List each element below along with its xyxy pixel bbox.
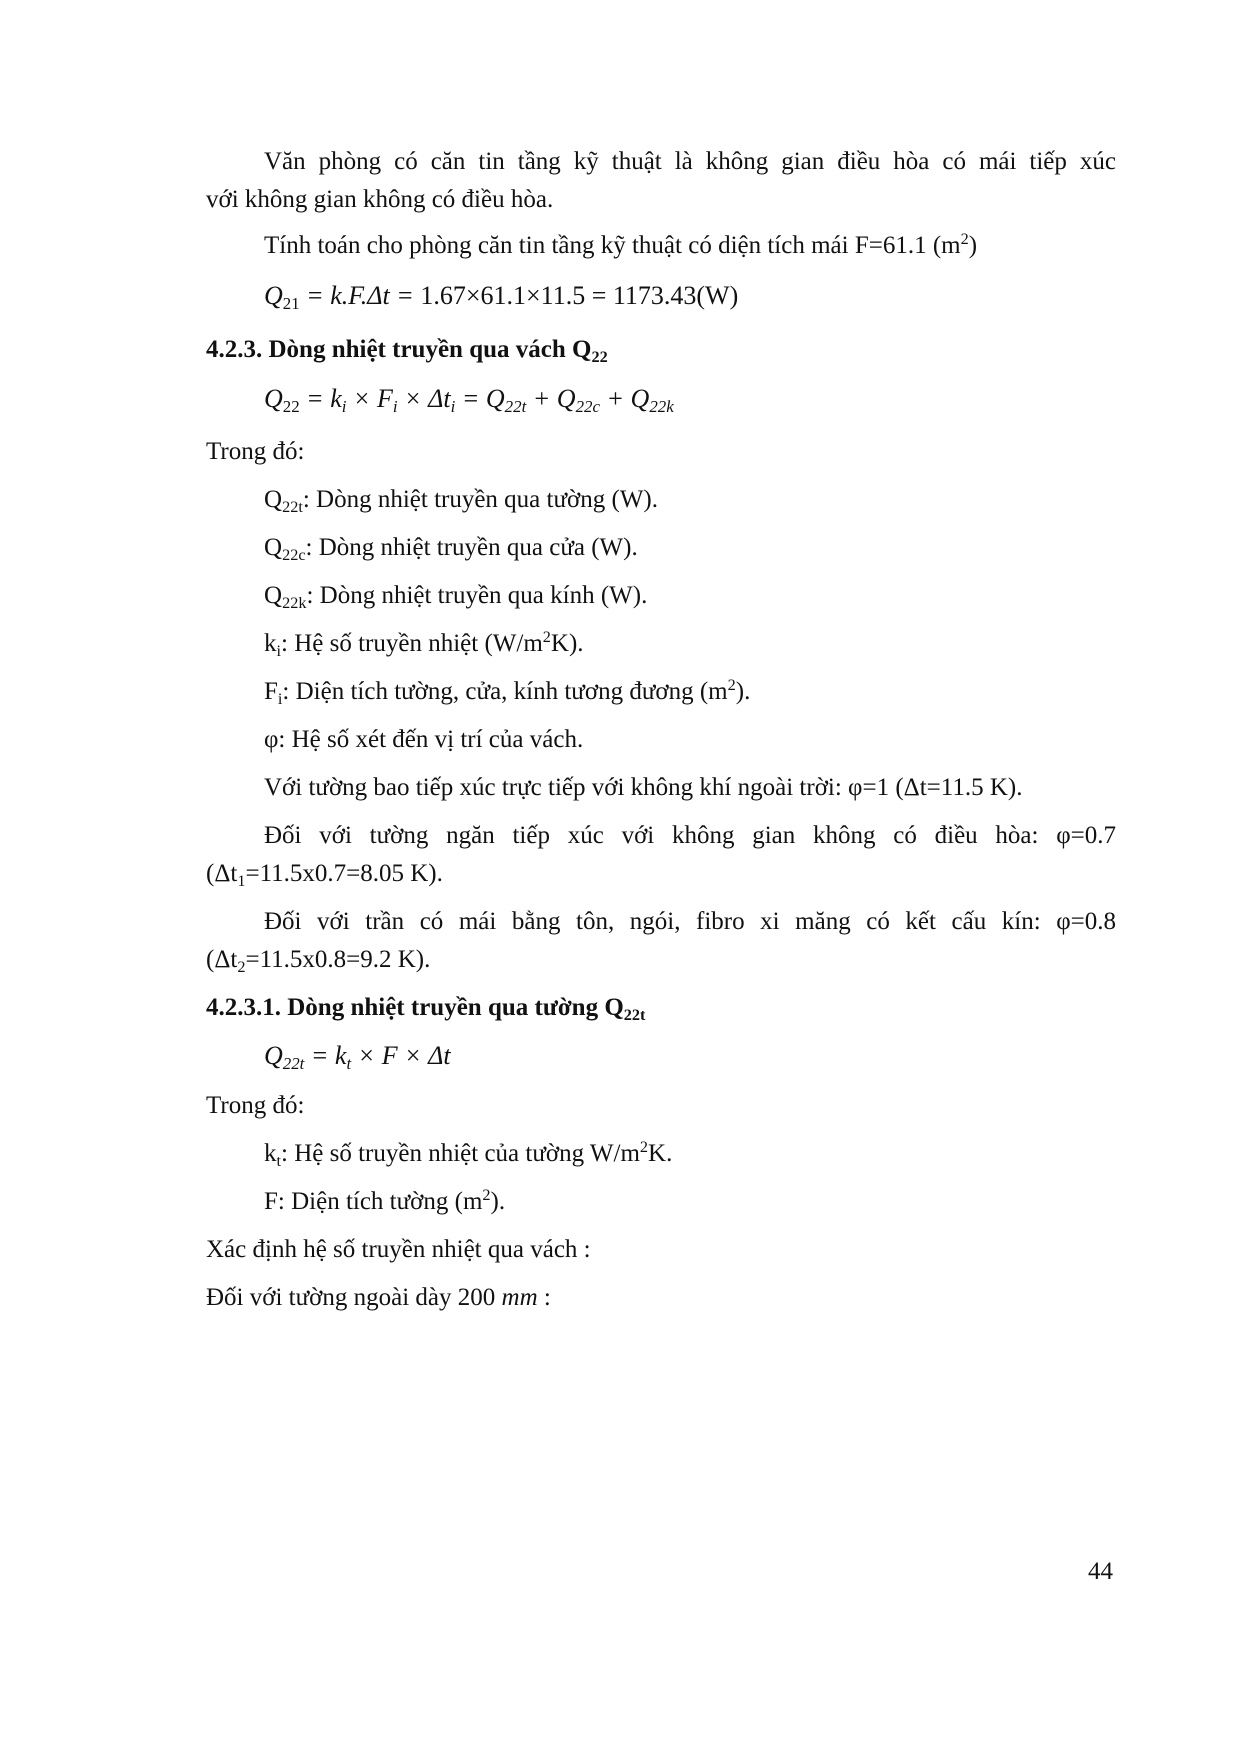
equation-q21: $Q_{21} = k.F.\Delta t = 1.67\times 61.1\times 11.5 = 1173.43(W)$ — [264, 281, 739, 314]
section-heading-4-2-3: 4.2.3. Dòng nhiệt truyền qua vách $Q_{22}$ — [206, 336, 608, 366]
equation-q22: $Q_{22} = k_i \times F_i \times \Delta t_i = Q_{22t} + Q_{22c} + Q_{22k}$ — [264, 384, 674, 417]
ceiling-line-1: Đối với trần có mái bằng tôn, ngói, fibro xi măng có kết cấu kín: φ=0.8 — [264, 908, 1116, 935]
def-ki: $k_i$: Hệ số truyền nhiệt $(W/m^2K)$. — [264, 628, 584, 660]
def-fi: $F_i$: Diện tích tường, cửa, kính tương đương $(m^2)$. — [264, 676, 751, 708]
ceiling-line-2: ($\Delta t_2=11.5x0.8=9.2$ K). — [206, 946, 431, 976]
def-q22t: $Q_{22t}$: Dòng nhiệt truyền qua tường (W). — [264, 486, 658, 516]
roof-area-line: Tính toán cho phòng căn tin tầng kỹ thuật có diện tích mái F=61.1 $(m^2)$ — [264, 230, 978, 259]
intro-line-1: Văn phòng có căn tin tầng kỹ thuật là không gian điều hòa có mái tiếp xúc — [264, 148, 1116, 175]
outer-wall-factor: Với tường bao tiếp xúc trực tiếp với không khí ngoài trời: φ=1 (Δt=11.5 K). — [264, 774, 1023, 801]
section-heading-4-2-3-1: 4.2.3.1. Dòng nhiệt truyền qua tường $Q_{22t}$ — [206, 994, 646, 1024]
def-kt: $k_t$: Hệ số truyền nhiệt của tường $W/m^2K$. — [264, 1138, 673, 1170]
page-number: 44 — [1088, 1558, 1113, 1585]
def-q22k: $Q_{22k}$: Dòng nhiệt truyền qua kính (W). — [264, 582, 648, 612]
equation-q22t: $Q_{22t} = k_t \times F \times \Delta t$ — [264, 1041, 451, 1074]
where-label-1: Trong đó: — [206, 438, 305, 465]
def-phi: φ: Hệ số xét đến vị trí của vách. — [264, 726, 584, 753]
def-q22c: $Q_{22c}$: Dòng nhiệt truyền qua cửa (W). — [264, 534, 638, 564]
partition-wall-line-1: Đối với tường ngăn tiếp xúc với không gian không có điều hòa: φ=0.7 — [264, 822, 1116, 849]
outer-wall-200mm: Đối với tường ngoài dày 200 mm : — [206, 1284, 551, 1311]
where-label-2: Trong đó: — [206, 1092, 305, 1119]
determine-coefficient: Xác định hệ số truyền nhiệt qua vách : — [206, 1236, 591, 1263]
partition-wall-line-2: ($\Delta t_1=11.5x0.7=8.05$ K). — [206, 860, 443, 890]
def-f: F: Diện tích tường $(m^2)$. — [264, 1186, 506, 1215]
intro-line-2: với không gian không có điều hòa. — [206, 186, 554, 213]
